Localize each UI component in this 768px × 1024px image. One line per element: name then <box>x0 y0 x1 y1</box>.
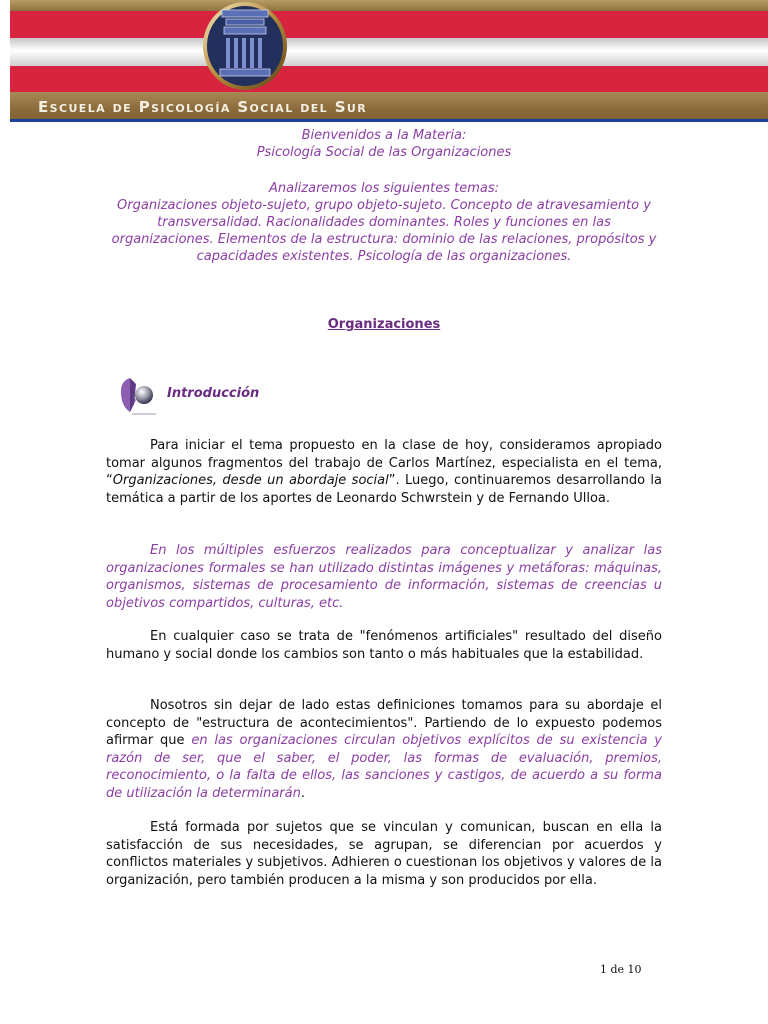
p1-work-title: Organizaciones, desde un abordaje social <box>112 473 389 488</box>
paragraph-5 <box>106 819 662 889</box>
welcome-block <box>106 127 662 161</box>
section-title: Organizaciones <box>327 317 441 332</box>
p1-text-b: ”. Luego, continuaremos desarrollando la temática a partir de los aportes de Leonardo Schwrstein y de Fernando Ulloa. <box>106 473 662 506</box>
paragraph-4 <box>106 697 662 802</box>
p5-text: Está formada por sujetos que se vinculan y comunican, buscan en ella la satisfacción de sus necesidades, se agrupan, se diferencian por acuerdos y conflictos materiales y subjetivos. Adhieren o cuestionan los objetivos y valores de la organización, pero también producen a la misma y son producidos por ella. <box>106 820 662 888</box>
speaker-bullet-icon <box>118 374 158 416</box>
banner-silver-band <box>10 38 768 66</box>
p3-text: En cualquier caso se trata de "fenómenos artificiales" resultado del diseño humano y social donde los cambios son tanto o más habituales que la estabilidad. <box>106 629 662 662</box>
introduccion-label: Introducción <box>167 386 260 401</box>
course-title: Psicología Social de las Organizaciones <box>256 145 512 160</box>
topics-heading: Analizaremos los siguientes temas: <box>268 181 500 196</box>
school-name: Escuela de Psicología Social del Sur <box>38 98 368 116</box>
p4-quote: en las organizaciones circulan objetivos explícitos de su existencia y razón de ser, que el saber, el poder, las formas de evaluación, premios, reconocimiento, o la falta de ellos, las sanciones y castigos, de acuerdo a su forma de utilización la determinarán <box>106 733 663 801</box>
p2-text: En los múltiples esfuerzos realizados para conceptualizar y analizar las organizaciones formales se han utilizado distintas imágenes y metáforas: máquinas, organismos, sistemas de procesamiento de información, sistemas de creencias u objetivos compartidos, culturas, etc. <box>106 543 662 611</box>
paragraph-1 <box>106 437 662 507</box>
paragraph-2-quote <box>106 542 662 612</box>
banner-gold-strip <box>10 0 768 11</box>
banner-red-stripe-lower <box>10 66 768 92</box>
p1-text-a: Para iniciar el tema propuesto en la clase de hoy, consideramos apropiado tomar algunos fragmentos del trabajo de Carlos Martínez, especialista en el tema, “ <box>106 438 662 488</box>
introduccion-heading <box>118 374 368 416</box>
p4-text-b: . <box>300 785 306 801</box>
p4-text-a: Nosotros sin dejar de lado estas definiciones tomamos para su abordaje el concepto de "estructura de acontecimientos". Partiendo de lo expuesto podemos afirmar que <box>106 698 662 748</box>
school-logo-icon <box>202 2 288 90</box>
banner-red-stripe <box>10 11 768 38</box>
banner-blue-edge <box>10 119 768 122</box>
welcome-line: Bienvenidos a la Materia: <box>301 128 467 143</box>
header-banner <box>10 0 768 122</box>
topics-text: Organizaciones objeto-sujeto, grupo objeto-sujeto. Concepto de atravesamiento y transversalidad. Racionalidades dominantes. Roles y funciones en las organizaciones. Elementos de la estructura: dominio de las relaciones, propósitos y capacidades existentes. Psicología de las organizaciones. <box>111 198 657 264</box>
page-number: 1 de 10 <box>600 963 642 976</box>
paragraph-3 <box>106 628 662 663</box>
topics-block <box>106 180 662 265</box>
